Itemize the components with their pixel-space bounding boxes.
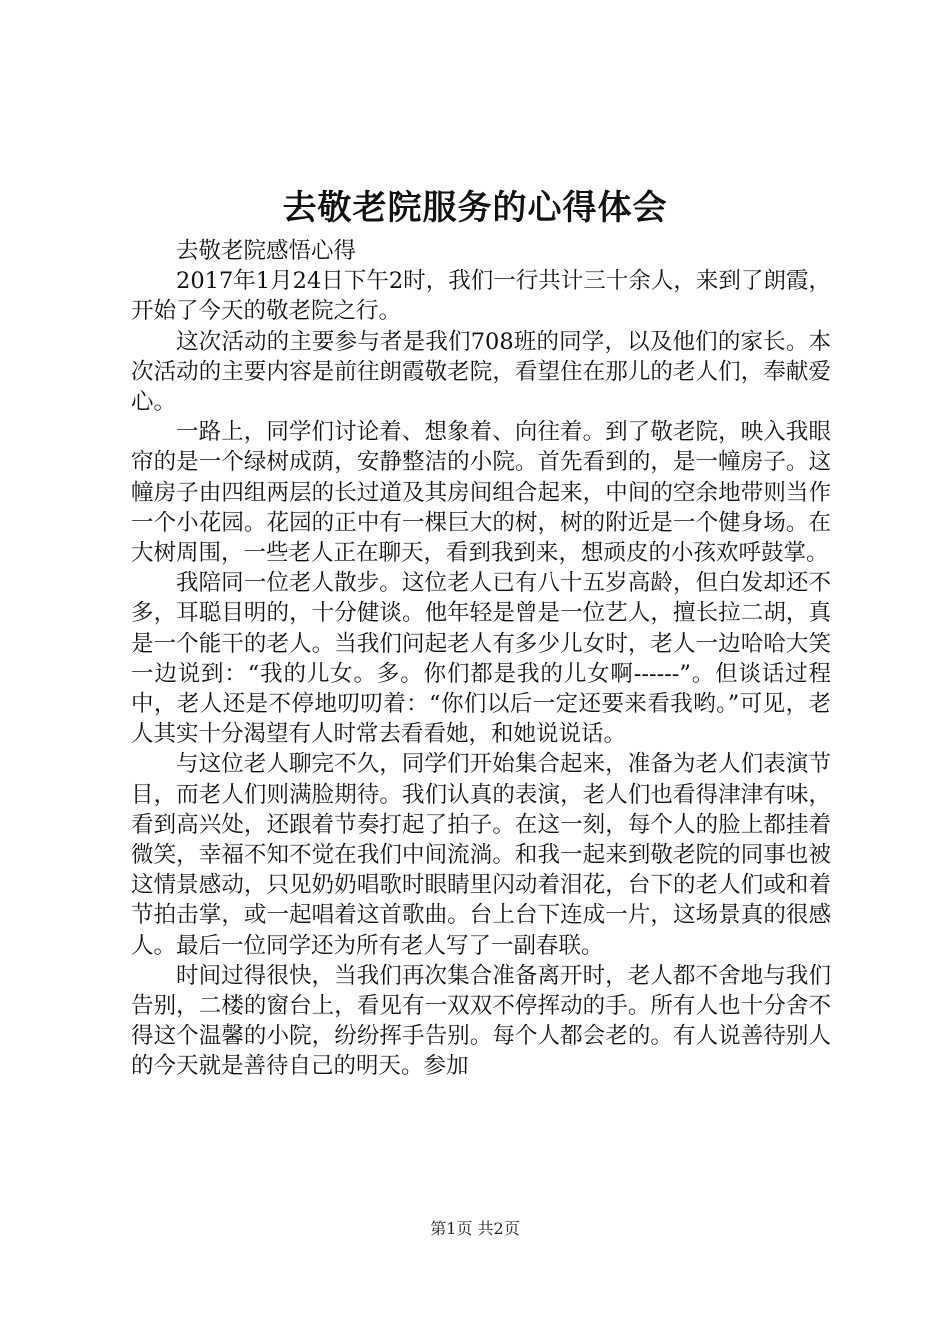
paragraph-3: 一路上，同学们讨论着、想象着、向往着。到了敬老院，映入我眼帘的是一个绿树成荫，安静整洁的小院。首先看到的，是一幢房子。这幢房子由四组两层的长过道及其房间组合起来，中间的空余地带则当作一个小花园。花园的正中有一棵巨大的树，树的附近是一个健身场。在大树周围，一些老人正在聊天，看到我到来，想顽皮的小孩欢呼鼓掌。: [131, 419, 831, 567]
paragraph-2: 这次活动的主要参与者是我们708班的同学，以及他们的家长。本次活动的主要内容是前往朗霞敬老院，看望住在那儿的老人们，奉献爱心。: [131, 328, 831, 416]
paragraph-1: 2017年1月24日下午2时，我们一行共计三十余人，来到了朗霞，开始了今天的敬老院之行。: [131, 268, 831, 325]
document-body: [131, 236, 831, 1082]
paragraph-4: 我陪同一位老人散步。这位老人已有八十五岁高龄，但白发却还不多，耳聪目明的，十分健谈。他年轻是曾是一位艺人，擅长拉二胡，真是一个能干的老人。当我们问起老人有多少儿女时，老人一边哈哈大笑一边说到：“我的儿女。多。你们都是我的儿女啊------”。但谈话过程中，老人还是不停地叨叨着：“你们以后一定还要来看我哟。”可见，老人其实十分渴望有人时常去看看她，和她说说话。: [131, 570, 831, 748]
page-number: 第1页 共2页: [430, 1219, 520, 1238]
paragraph-6: 时间过得很快，当我们再次集合准备离开时，老人都不舍地与我们告别，二楼的窗台上，看见有一双双不停挥动的手。所有人也十分舍不得这个温馨的小院，纷纷挥手告别。每个人都会老的。有人说善待别人的今天就是善待自己的明天。参加: [131, 962, 831, 1080]
page-title: 去敬老院服务的心得体会: [282, 188, 668, 228]
document-subtitle: 去敬老院感悟心得: [176, 238, 357, 264]
paragraph-5: 与这位老人聊完不久，同学们开始集合起来，准备为老人们表演节目，而老人们则满脸期待。我们认真的表演，老人们也看得津津有味，看到高兴处，还跟着节奏打起了拍子。在这一刻，每个人的脸上都挂着微笑，幸福不知不觉在我们中间流淌。和我一起来到敬老院的同事也被这情景感动，只见奶奶唱歌时眼睛里闪动着泪花，台下的老人们或和着节拍击掌，或一起唱着这首歌曲。台上台下连成一片，这场景真的很感人。最后一位同学还为所有老人写了一副春联。: [131, 751, 831, 959]
